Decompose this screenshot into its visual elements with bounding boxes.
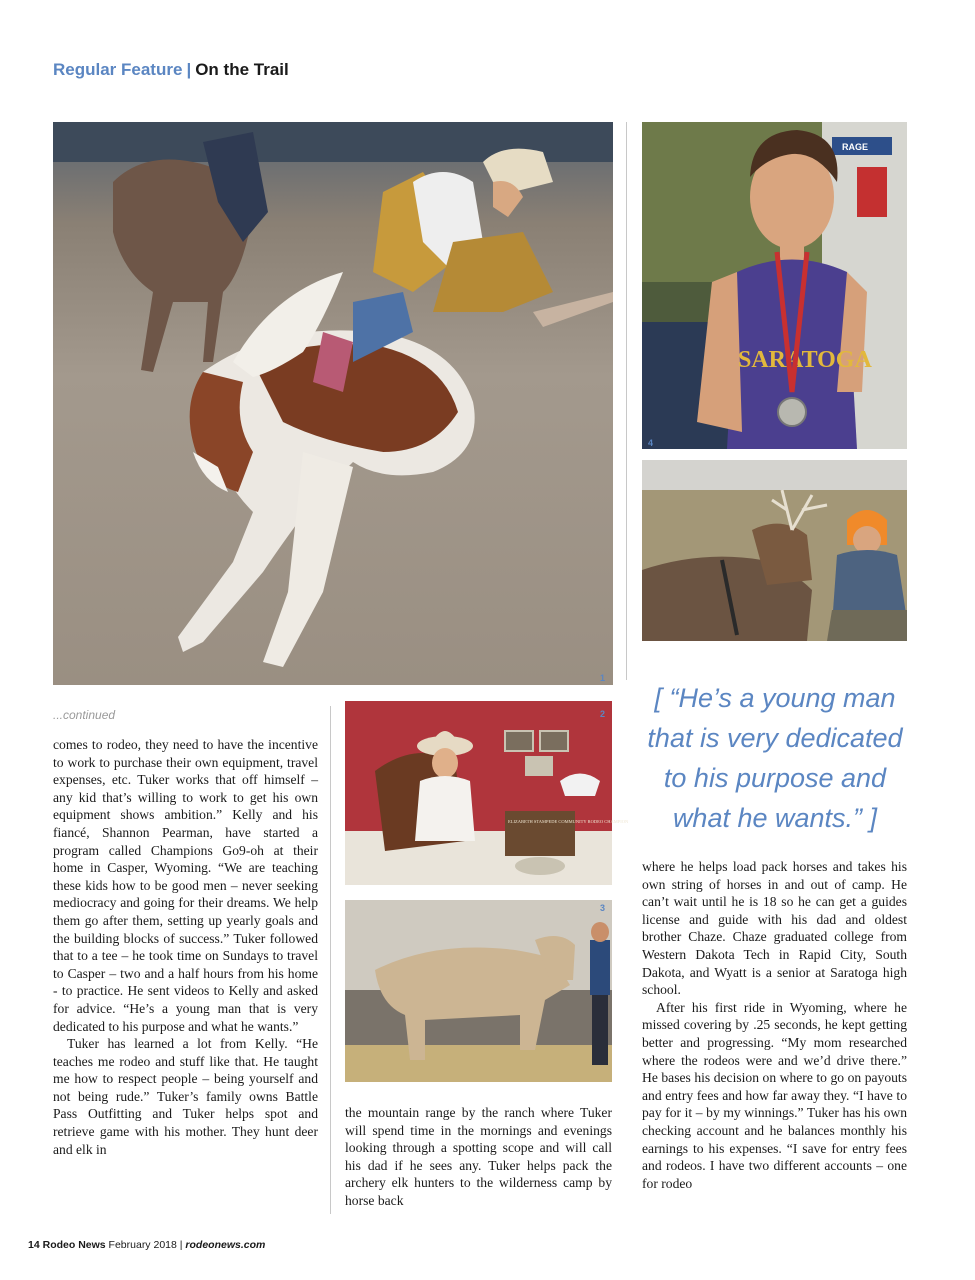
buckles-image [345,701,629,885]
paragraph: the mountain range by the ranch where Tuker will spend time in the mornings and evenings looking through a spotting scope and will call his dad if he sees any. Tuker helps pack the archery elk hunters to the wilderness camp by horse back [345,1105,612,1208]
website-link[interactable]: rodeonews.com [185,1239,266,1251]
quote-close-bracket: ] [869,803,878,833]
elk-hunt-image [642,460,907,641]
pull-quote [640,678,910,838]
footer-separator: | [179,1239,183,1251]
buckle-plaque-text: ELIZABETH STAMPEDE COMMUNITY RODEO CHAMPION [508,819,629,824]
issue-date: February 2018 [108,1239,177,1251]
feature-label: Regular Feature [53,60,183,79]
steer-show-image [345,900,612,1082]
paragraph: comes to rodeo, they need to have the incentive to work to purchase their own equipment, travel expenses, etc. Tuker works that off himself – any kid that’s willing to work to get his own equipment shows ambition.” Kelly and his fiancé, Shannon Pearman, have started a program called Champions Go9-oh at their home in Casper, Wyoming. “We are teaching these kids how to be good men – never seeking mediocracy and going for their dreams. We help them go after them, setting up yearly goals and the building blocks of success.” Tuker followed that to a tee – he took time on Sundays to travel to Casper – two and a half hours from his home - to practice. He sent videos to Kelly and asked for advice. “He’s a young man that is very dedicated to his purpose and what he wants.” [53,737,318,1034]
section-header [53,60,289,80]
photo-number-3: 3 [600,903,606,913]
photo-number-1: 1 [600,673,606,683]
column-rule-left [330,706,331,1214]
column-rule [626,122,627,680]
boy-medal-image [642,122,907,449]
article-column-1 [53,736,318,1158]
paragraph: where he helps load pack horses and takes his own string of horses in and out of camp. He can’t wait until he is 18 so he can get a guides license and guide with his dad and oldest brother Chaze. Chaze graduated college from Western Dakota Tech in Rapid City, South Dakota, and Wyatt is a senior at Saratoga high school. [642,859,907,998]
paragraph: After his first ride in Wyoming, where he missed covering by .25 seconds, he kept getting better and progressing. “My mom researched where the rodeos were and we’d drive there.” He bases his decision on where to go on payouts and entry fees and how far away they. “I have to pay for it – by my winnings.” Tuker has his own checking account and he balances monthly his earnings to his expenses. “I save for entry fees and rodeos. I have two different accounts – one for rodeo [642,999,907,1191]
photo-steer-show [345,900,612,1082]
paragraph: Tuker has learned a lot from Kelly. “He teaches me rodeo and stuff like that. He taught me how to respect people – being yourself and not being rude.” Tuker’s family owns Battle Pass Outfitting and Tuker helps spot and retrieve game with his mother. They hunt deer and elk in [53,1036,318,1157]
photo-buckles [345,701,629,885]
page-footer [28,1239,265,1251]
article-column-3 [642,858,907,1192]
magazine-name: Rodeo News [42,1239,106,1251]
quote-open-bracket: [ [654,683,662,713]
continued-label: ...continued [53,708,116,722]
section-label: On the Trail [195,60,289,79]
article-column-2 [345,1104,612,1210]
quote-text: “He’s a young man that is very dedicated to his purpose and what he wants.” [647,683,903,833]
header-separator: | [186,60,192,79]
photo-elk-hunt [642,460,907,641]
photo-boy-with-medal [642,122,907,449]
photo-number-4: 4 [648,438,654,448]
bronc-rider-image [53,122,613,685]
photo-number-2: 2 [600,709,606,719]
sign-text: RAGE [842,142,869,152]
shirt-text: SARATOGA [738,347,872,373]
photo-bronc-rider [53,122,613,685]
page-number: 14 [28,1239,40,1251]
